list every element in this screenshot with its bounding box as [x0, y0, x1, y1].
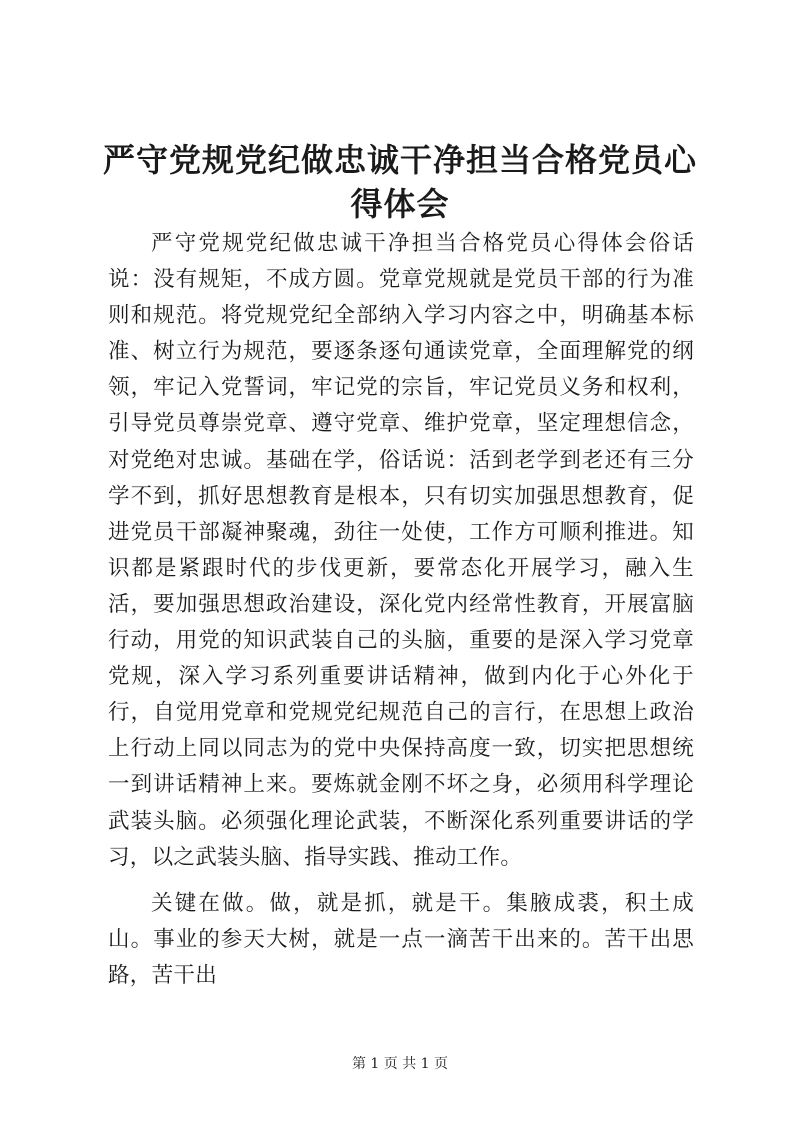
page-footer: 第 1 页 共 1 页 — [351, 1056, 449, 1072]
document-body — [108, 226, 694, 1004]
paragraph-1: 严守党规党纪做忠诚干净担当合格党员心得体会俗话说：没有规矩，不成方圆。党章党规就是党员干部的行为准则和规范。将党规党纪全部纳入学习内容之中，明确基本标准、树立行为规范，要逐条逐句通读党章，全面理解党的纲领，牢记入党誓词，牢记党的宗旨，牢记党员义务和权利，引导党员尊崇党章、遵守党章、维护党章，坚定理想信念，对党绝对忠诚。基础在学，俗话说：活到老学到老还有三分学不到，抓好思想教育是根本，只有切实加强思想教育，促进党员干部凝神聚魂，劲往一处使，工作方可顺利推进。知识都是紧跟时代的步伐更新，要常态化开展学习，融入生活，要加强思想政治建设，深化党内经常性教育，开展富脑行动，用党的知识武装自己的头脑，重要的是深入学习党章党规，深入学习系列重要讲话精神，做到内化于心外化于行，自觉用党章和党规党纪规范自己的言行，在思想上政治上行动上同以同志为的党中央保持高度一致，切实把思想统一到讲话精神上来。要炼就金刚不坏之身，必须用科学理论武装头脑。必须强化理论武装，不断深化系列重要讲话的学习，以之武装头脑、指导实践、推动工作。 — [108, 231, 694, 870]
document-title: 严守党规党纪做忠诚干净担当合格党员心得体会 — [102, 141, 697, 223]
paragraph-2: 关键在做。做，就是抓，就是干。集腋成裘，积土成山。事业的参天大树，就是一点一滴苦干出来的。苦干出思路，苦干出 — [108, 890, 694, 988]
